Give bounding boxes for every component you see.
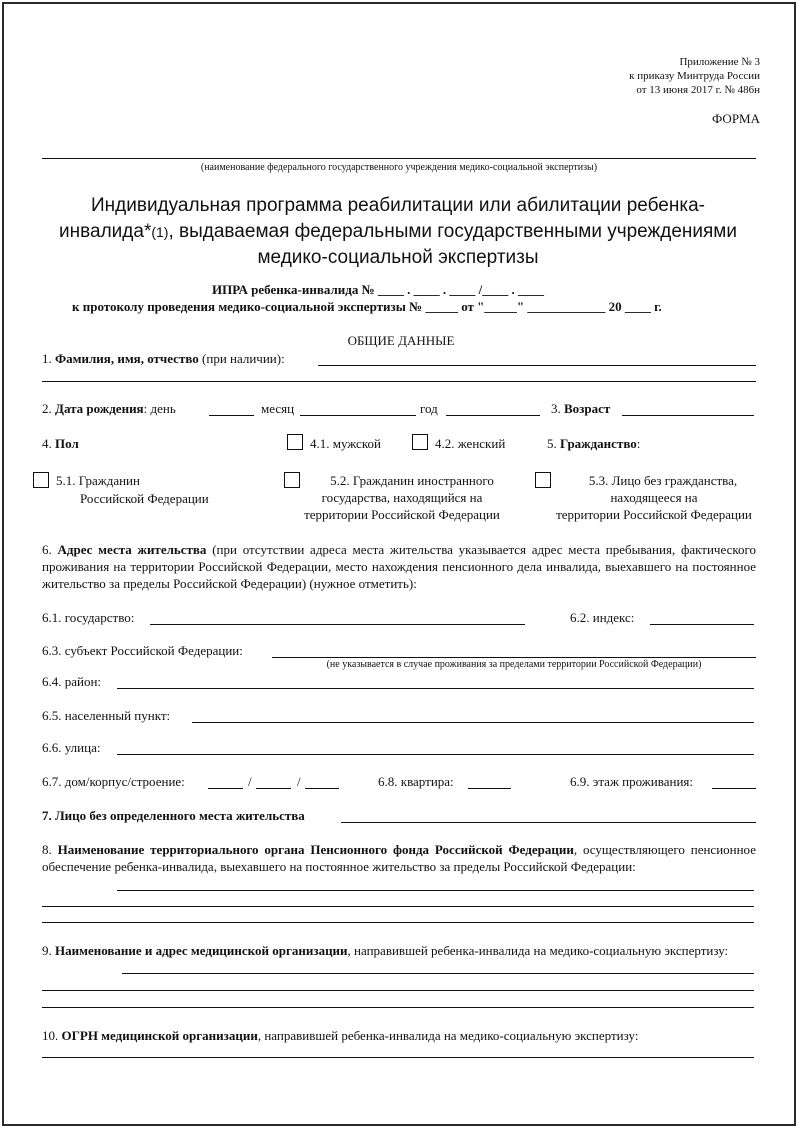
house-label: 6.7. дом/корпус/строение: (42, 774, 185, 789)
fio-label: 1. Фамилия, имя, отчество (при наличии): (42, 351, 285, 366)
pension-fund-field-3[interactable] (42, 922, 754, 923)
footnote-ref: (1) (151, 224, 169, 240)
org-name-field[interactable] (42, 158, 756, 159)
title-line-2b: , выдаваемая федеральными государственными учреждениями (168, 221, 737, 242)
title-line-2a: инвалида* (59, 221, 152, 242)
pension-fund-label: 8. Наименование территориального органа Пенсионного фонда Российской Федерации, осуществляющего пенсионное обеспечение ребенка-инвалида, выехавшего на постоянное жительство за пределы Российской Федерации: (42, 842, 756, 874)
female-checkbox[interactable] (412, 434, 428, 450)
house-slash-1: / (248, 774, 252, 789)
subject-hint: (не указывается в случае проживания за пределами территории Российской Федерации) (326, 659, 702, 670)
flat-field[interactable] (468, 788, 511, 789)
building-field[interactable] (256, 788, 291, 789)
birth-month-label: месяц (261, 401, 295, 416)
birthdate-label: 2. Дата рождения: день (42, 401, 176, 416)
med-org-field[interactable] (122, 973, 754, 974)
med-org-field-2[interactable] (42, 990, 754, 991)
stateless-label: 5.3. Лицо без гражданства, находящееся на территории Российской Федерации (556, 473, 752, 522)
floor-field[interactable] (712, 788, 756, 789)
district-label: 6.4. район: (42, 674, 102, 689)
form-label: ФОРМА (712, 111, 760, 126)
ogrn-field[interactable] (42, 1057, 754, 1058)
age-field[interactable] (622, 415, 754, 416)
male-label: 4.1. мужской (310, 436, 381, 451)
citizenship-label: 5. Гражданство: (547, 436, 641, 451)
street-label: 6.6. улица: (42, 740, 101, 755)
birth-year-field[interactable] (446, 415, 540, 416)
female-label: 4.2. женский (435, 436, 506, 451)
subject-label: 6.3. субъект Российской Федерации: (42, 643, 243, 658)
fio-field[interactable] (318, 365, 756, 366)
address-description: 6. Адрес места жительства (при отсутствии адреса места жительства указывается адрес места пребывания, фактического проживания на территории Российской Федерации, место нахождения пенсионного дела инвалида, выехавшего на постоянное жительство за пределы Российской Федерации) (нужное отметить): (42, 542, 756, 591)
document-title (40, 193, 756, 271)
med-org-label: 9. Наименование и адрес медицинской организации, направившей ребенка-инвалида на медико-социальную экспертизу: (42, 943, 729, 958)
title-line-3: медико-социальной экспертизы (257, 247, 539, 268)
order-label: к приказу Минтруда России (629, 70, 760, 82)
citizen-rf-checkbox[interactable] (33, 472, 49, 488)
title-line-2 (40, 219, 756, 245)
citizen-rf-label: 5.1. Гражданин Российской Федерации (56, 473, 209, 506)
index-label: 6.2. индекс: (570, 610, 635, 625)
no-residence-field[interactable] (341, 822, 756, 823)
no-residence-label: 7. Лицо без определенного места жительства (42, 808, 305, 823)
appendix-label: Приложение № 3 (679, 56, 760, 68)
locality-field[interactable] (192, 722, 754, 723)
subject-field[interactable] (272, 657, 756, 658)
floor-label: 6.9. этаж проживания: (570, 774, 693, 789)
foreign-citizen-label: 5.2. Гражданин иностранного государства, находящийся на территории Российской Федерации (304, 473, 500, 522)
section-general-data: ОБЩИЕ ДАННЫЕ (347, 333, 455, 348)
index-field[interactable] (650, 624, 754, 625)
pension-fund-field[interactable] (117, 890, 754, 891)
pension-fund-field-2[interactable] (42, 906, 754, 907)
street-field[interactable] (117, 754, 754, 755)
protocol-line[interactable]: к протоколу проведения медико-социальной экспертизы № _____ от "_____" ____________ 20 ____ г. (72, 299, 662, 314)
flat-label: 6.8. квартира: (378, 774, 454, 789)
locality-label: 6.5. населенный пункт: (42, 708, 171, 723)
state-field[interactable] (150, 624, 525, 625)
district-field[interactable] (117, 688, 754, 689)
birth-year-label: год (420, 401, 438, 416)
house-field[interactable] (208, 788, 243, 789)
house-slash-2: / (297, 774, 301, 789)
order-date-label: от 13 июня 2017 г. № 486н (636, 84, 760, 96)
age-label: 3. Возраст (551, 401, 611, 416)
org-name-hint: (наименование федерального государственного учреждения медико-социальной экспертизы) (200, 162, 598, 173)
fio-field-2[interactable] (42, 381, 756, 382)
birth-month-field[interactable] (300, 415, 416, 416)
structure-field[interactable] (305, 788, 339, 789)
male-checkbox[interactable] (287, 434, 303, 450)
title-line-1: Индивидуальная программа реабилитации или абилитации ребенка- (91, 195, 705, 216)
ogrn-label: 10. ОГРН медицинской организации, направившей ребенка-инвалида на медико-социальную экспертизу: (42, 1028, 639, 1043)
med-org-field-3[interactable] (42, 1007, 754, 1008)
gender-label: 4. Пол (42, 436, 79, 451)
state-label: 6.1. государство: (42, 610, 135, 625)
birth-day-field[interactable] (209, 415, 254, 416)
ipra-number-line[interactable]: ИПРА ребенка-инвалида № ____ . ____ . ____ /____ . ____ (212, 282, 545, 297)
